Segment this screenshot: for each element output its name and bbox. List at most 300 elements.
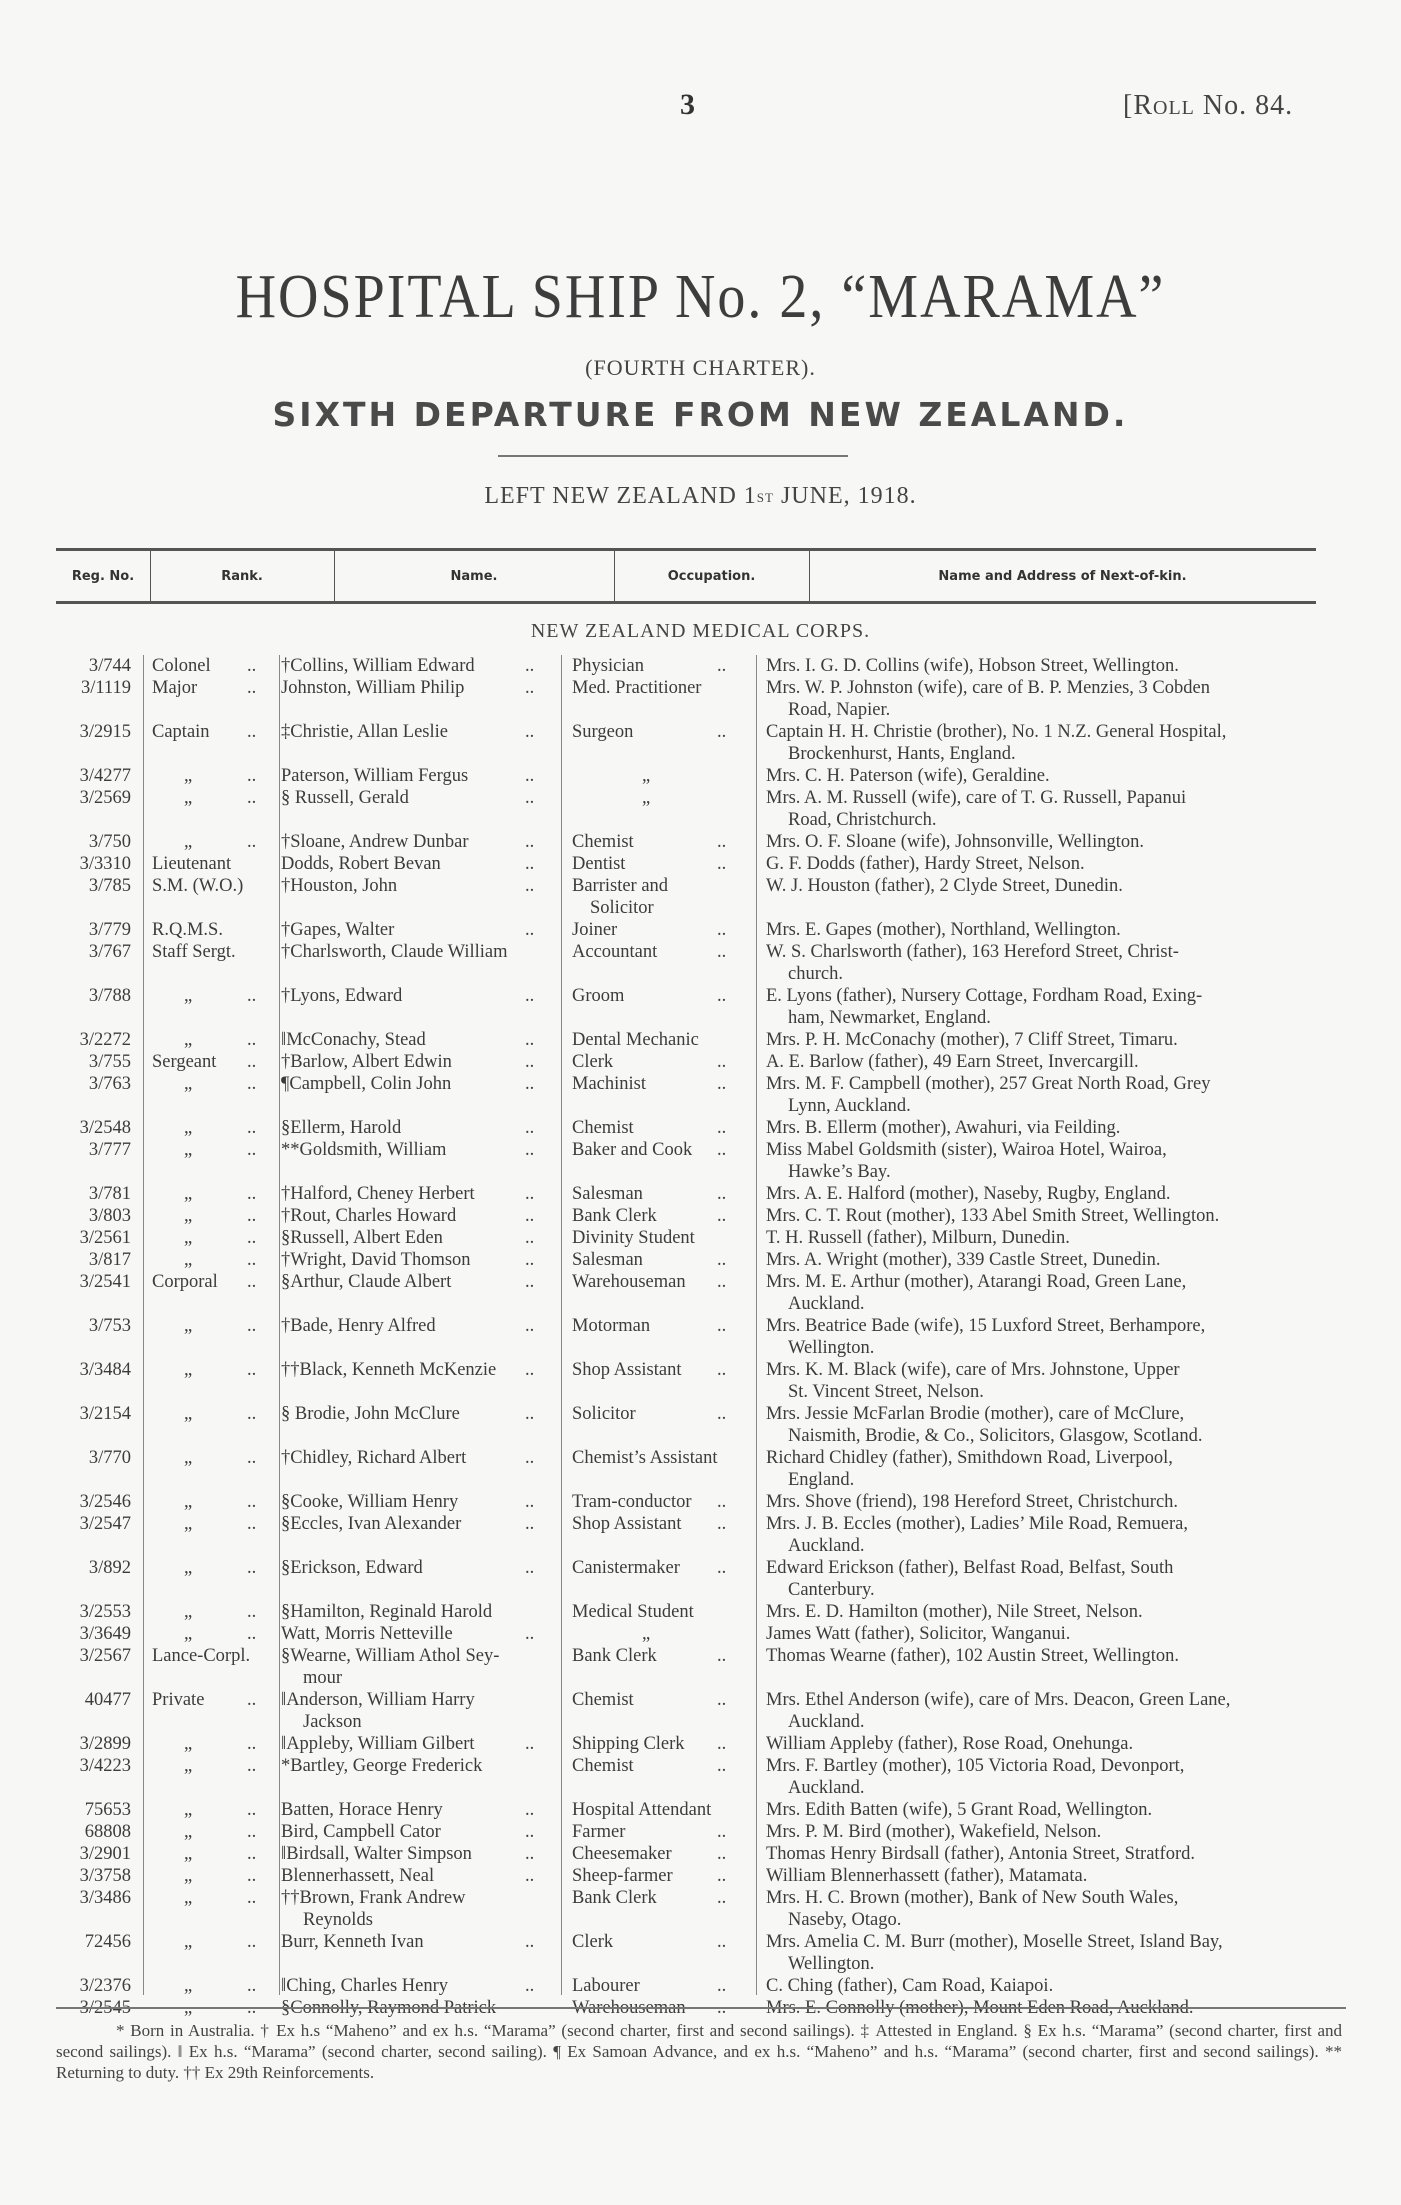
- leader-dots: ..: [525, 920, 535, 940]
- soldier-name-text: §Wearne, William Athol Sey-: [281, 1646, 500, 1666]
- next-of-kin-text: W. S. Charlsworth (father), 163 Hereford Street, Christ-: [766, 942, 1179, 962]
- rank: [152, 942, 262, 964]
- occupation-text: Cheesemaker: [572, 1844, 672, 1864]
- reg-number: [30, 1756, 131, 1778]
- leader-dots: ..: [525, 1624, 535, 1644]
- soldier-name-text: *Bartley, George Frederick: [281, 1756, 483, 1776]
- next-of-kin: [766, 1404, 1346, 1447]
- reg-number: [30, 1448, 131, 1470]
- rank-text: „: [184, 1866, 193, 1886]
- rank-text: „: [184, 1602, 193, 1622]
- leader-dots: ..: [525, 854, 535, 874]
- reg-number-text: 3/2541: [79, 1272, 131, 1292]
- leader-dots: ..: [717, 1074, 727, 1094]
- rank: [152, 1492, 294, 1514]
- rank-text: „: [184, 1888, 193, 1908]
- next-of-kin-text: Mrs. E. Gapes (mother), Northland, Wellington.: [766, 920, 1121, 940]
- occupation-text: Dentist: [572, 854, 626, 874]
- soldier-name: [281, 986, 543, 1008]
- reg-number: [30, 1228, 131, 1250]
- reg-number-text: 3/755: [88, 1052, 131, 1072]
- leader-dots: ..: [525, 832, 535, 852]
- rank: [152, 1360, 294, 1382]
- soldier-name-text: Paterson, William Fergus: [281, 766, 469, 786]
- soldier-name-text: **Goldsmith, William: [281, 1140, 447, 1160]
- reg-number-text: 3/2545: [79, 1998, 131, 2018]
- leader-dots: ..: [247, 1690, 257, 1710]
- leader-dots: ..: [717, 1558, 727, 1578]
- next-of-kin: [766, 1360, 1346, 1403]
- reg-number: [30, 1690, 131, 1712]
- rank-text: „: [184, 1844, 193, 1864]
- soldier-name: [281, 1140, 543, 1162]
- soldier-name: [281, 1734, 543, 1756]
- reg-number-text: 3/788: [88, 986, 131, 1006]
- soldier-name: [281, 1756, 543, 1778]
- soldier-name: [281, 1932, 543, 1954]
- leader-dots: ..: [247, 1316, 257, 1336]
- next-of-kin-cont: St. Vincent Street, Nelson.: [788, 1381, 984, 1402]
- leader-dots: ..: [525, 1844, 535, 1864]
- next-of-kin-cont: Canterbury.: [788, 1579, 875, 1600]
- leader-dots: ..: [247, 1030, 257, 1050]
- occupation-text: Chemist’s Assistant: [572, 1448, 718, 1468]
- reg-number: [30, 1030, 131, 1052]
- occupation-text: Clerk: [572, 1932, 614, 1952]
- leader-dots: ..: [717, 722, 727, 742]
- rank: [152, 854, 262, 876]
- reg-number-text: 40477: [84, 1690, 131, 1710]
- occupation-text: Bank Clerk: [572, 1206, 657, 1226]
- rank: [152, 678, 262, 700]
- reg-number: [30, 832, 131, 854]
- soldier-name-text: ‖McConachy, Stead: [281, 1030, 426, 1050]
- leader-dots: ..: [717, 832, 727, 852]
- soldier-name-cont: mour: [303, 1667, 343, 1688]
- rank: [152, 1052, 262, 1074]
- leader-dots: ..: [247, 1360, 257, 1380]
- occupation-text: Machinist: [572, 1074, 646, 1094]
- reg-number-text: 3/817: [88, 1250, 131, 1270]
- next-of-kin: [766, 1822, 1346, 1844]
- reg-number-text: 3/770: [88, 1448, 131, 1468]
- reg-number: [30, 942, 131, 964]
- leader-dots: ..: [247, 1184, 257, 1204]
- rank-text: „: [184, 986, 193, 1006]
- next-of-kin: [766, 942, 1346, 985]
- leader-dots: ..: [525, 1558, 535, 1578]
- reg-number: [30, 1800, 131, 1822]
- rank-text: Lieutenant: [152, 854, 232, 874]
- soldier-name-text: Watt, Morris Netteville: [281, 1624, 453, 1644]
- rank: [152, 1250, 294, 1272]
- date-rest: JUNE, 1918.: [773, 483, 917, 509]
- leader-dots: ..: [525, 1734, 535, 1754]
- soldier-name-text: §Ellerm, Harold: [281, 1118, 402, 1138]
- leader-dots: ..: [525, 1976, 535, 1996]
- occupation-text: Tram-conductor: [572, 1492, 692, 1512]
- rank: [152, 1316, 294, 1338]
- leader-dots: ..: [717, 1646, 727, 1666]
- rank-text: „: [184, 1492, 193, 1512]
- next-of-kin-text: William Appleby (father), Rose Road, Onehunga.: [766, 1734, 1134, 1754]
- rank: [152, 1140, 294, 1162]
- soldier-name: [281, 854, 543, 876]
- next-of-kin-cont: Wellington.: [788, 1337, 875, 1358]
- soldier-name: [281, 766, 543, 788]
- soldier-name-text: Johnston, William Philip: [281, 678, 465, 698]
- rank: [152, 1800, 294, 1822]
- leader-dots: ..: [247, 678, 257, 698]
- soldier-name: [281, 1118, 543, 1140]
- leader-dots: ..: [247, 722, 257, 742]
- soldier-name-text: †Houston, John: [281, 876, 398, 896]
- reg-number: [30, 1140, 131, 1162]
- leader-dots: ..: [717, 942, 727, 962]
- leader-dots: ..: [247, 1800, 257, 1820]
- next-of-kin: [766, 1866, 1346, 1888]
- reg-number: [30, 1492, 131, 1514]
- reg-number: [30, 986, 131, 1008]
- reg-number-text: 3/2376: [79, 1976, 131, 1996]
- occupation-text: Warehouseman: [572, 1272, 686, 1292]
- soldier-name-text: ‖Birdsall, Walter Simpson: [281, 1844, 472, 1864]
- rank-text: S.M. (W.O.): [152, 876, 244, 896]
- leader-dots: ..: [525, 1228, 535, 1248]
- soldier-name-text: ‖Ching, Charles Henry: [281, 1976, 449, 1996]
- soldier-name: [281, 1602, 543, 1624]
- rank-text: Major: [152, 678, 198, 698]
- next-of-kin: [766, 1734, 1346, 1756]
- next-of-kin: [766, 986, 1346, 1029]
- soldier-name: [281, 788, 543, 810]
- next-of-kin-cont: ham, Newmarket, England.: [788, 1007, 991, 1028]
- soldier-name: [281, 1976, 543, 1998]
- rank: [152, 1866, 294, 1888]
- leader-dots: ..: [247, 1448, 257, 1468]
- leader-dots: ..: [525, 766, 535, 786]
- next-of-kin: [766, 766, 1346, 788]
- reg-number: [30, 1822, 131, 1844]
- rank: [152, 1030, 294, 1052]
- next-of-kin-text: W. J. Houston (father), 2 Clyde Street, Dunedin.: [766, 876, 1123, 896]
- occupation-text: Dental Mechanic: [572, 1030, 699, 1050]
- rank: [152, 986, 294, 1008]
- footnotes: * Born in Australia. † Ex h.s “Maheno” and ex h.s. “Marama” (second charter, first and second sailings). ‡ Attested in England. § Ex h.s. “Marama” (second charter, first and second sailings). ‖ Ex h.s. “Marama” (second charter, second sailing). ¶ Ex Samoan Advance, and ex h.s. “Maheno” and h.s. “Marama” (second charter, first and second sailings). ** Returning to duty. †† Ex 29th Reinforcements.: [56, 2021, 1342, 2082]
- occupation-text: Labourer: [572, 1976, 640, 1996]
- rank: [152, 1888, 294, 1910]
- occupation-text: Physician: [572, 656, 644, 676]
- leader-dots: ..: [717, 1272, 727, 1292]
- rank: [152, 1448, 294, 1470]
- next-of-kin-text: Edward Erickson (father), Belfast Road, Belfast, South: [766, 1558, 1174, 1578]
- column-divider: [561, 655, 562, 1995]
- occupation-text: Surgeon: [572, 722, 634, 742]
- occupation-text: Shipping Clerk: [572, 1734, 685, 1754]
- next-of-kin-cont: Naismith, Brodie, & Co., Solicitors, Glasgow, Scotland.: [788, 1425, 1203, 1446]
- soldier-name-text: Burr, Kenneth Ivan: [281, 1932, 424, 1952]
- leader-dots: ..: [247, 1976, 257, 1996]
- reg-number: [30, 678, 131, 700]
- leader-dots: ..: [247, 1602, 257, 1622]
- soldier-name: [281, 1052, 543, 1074]
- soldier-name: [281, 1360, 543, 1382]
- rank-text: „: [184, 1976, 193, 1996]
- leader-dots: ..: [525, 1118, 535, 1138]
- leader-dots: ..: [247, 1822, 257, 1842]
- soldier-name: [281, 1844, 543, 1866]
- occupation: [572, 876, 742, 919]
- soldier-name: [281, 1272, 543, 1294]
- soldier-name-text: ¶Campbell, Colin John: [281, 1074, 452, 1094]
- column-header-rank: Rank.: [150, 551, 335, 601]
- rank: [152, 1690, 262, 1712]
- next-of-kin: [766, 1118, 1346, 1140]
- next-of-kin: [766, 1228, 1346, 1250]
- leader-dots: ..: [717, 1250, 727, 1270]
- soldier-name-text: §Cooke, William Henry: [281, 1492, 459, 1512]
- next-of-kin: [766, 1888, 1346, 1931]
- leader-dots: ..: [525, 1360, 535, 1380]
- next-of-kin: [766, 832, 1346, 854]
- soldier-name: [281, 920, 543, 942]
- occupation-cont: Solicitor: [590, 897, 654, 918]
- rank-text: „: [184, 1030, 193, 1050]
- soldier-name: [281, 678, 543, 700]
- next-of-kin: [766, 876, 1346, 898]
- rank-text: Sergeant: [152, 1052, 217, 1072]
- leader-dots: ..: [717, 1844, 727, 1864]
- leader-dots: ..: [717, 1404, 727, 1424]
- occupation: [572, 1602, 742, 1624]
- occupation-text: Bank Clerk: [572, 1646, 657, 1666]
- leader-dots: ..: [717, 1118, 727, 1138]
- column-divider: [756, 655, 757, 1995]
- charter-subtitle: (FOURTH CHARTER).: [585, 355, 816, 380]
- next-of-kin: [766, 1690, 1346, 1733]
- rank-text: Staff Sergt.: [152, 942, 236, 962]
- leader-dots: ..: [525, 1492, 535, 1512]
- next-of-kin: [766, 1030, 1346, 1052]
- soldier-name-text: †Rout, Charles Howard: [281, 1206, 457, 1226]
- soldier-name-text: †Collins, William Edward: [281, 656, 475, 676]
- soldier-name: [281, 1492, 543, 1514]
- next-of-kin: [766, 1074, 1346, 1117]
- next-of-kin-text: E. Lyons (father), Nursery Cottage, Fordham Road, Exing-: [766, 986, 1203, 1006]
- leader-dots: ..: [717, 1492, 727, 1512]
- soldier-name-text: †Wright, David Thomson: [281, 1250, 471, 1270]
- soldier-name-text: §Erickson, Edward: [281, 1558, 423, 1578]
- rank-text: „: [184, 1206, 193, 1226]
- rank: [152, 1558, 294, 1580]
- reg-number-text: 3/744: [88, 656, 131, 676]
- reg-number: [30, 1052, 131, 1074]
- next-of-kin-text: G. F. Dodds (father), Hardy Street, Nelson.: [766, 854, 1085, 874]
- table-header: [56, 548, 1316, 604]
- soldier-name: [281, 1316, 543, 1338]
- rank-text: „: [184, 1822, 193, 1842]
- leader-dots: ..: [247, 1404, 257, 1424]
- reg-number: [30, 1316, 131, 1338]
- soldier-name-text: ‡Christie, Allan Leslie: [281, 722, 448, 742]
- soldier-name-text: †Halford, Cheney Herbert: [281, 1184, 475, 1204]
- next-of-kin-cont: Auckland.: [788, 1293, 865, 1314]
- occupation: [572, 1448, 742, 1470]
- reg-number-text: 3/3758: [79, 1866, 131, 1886]
- soldier-name-text: Batten, Horace Henry: [281, 1800, 443, 1820]
- rank-text: „: [184, 1448, 193, 1468]
- next-of-kin-text: Mrs. M. F. Campbell (mother), 257 Great North Road, Grey: [766, 1074, 1211, 1094]
- reg-number-text: 3/750: [88, 832, 131, 852]
- reg-number-text: 3/3649: [79, 1624, 131, 1644]
- soldier-name: [281, 832, 543, 854]
- rank-text: Corporal: [152, 1272, 218, 1292]
- leader-dots: ..: [247, 1272, 257, 1292]
- leader-dots: ..: [717, 656, 727, 676]
- rank-text: „: [184, 1316, 193, 1336]
- reg-number-text: 3/2569: [79, 788, 131, 808]
- rank: [152, 1844, 294, 1866]
- leader-dots: ..: [525, 876, 535, 896]
- soldier-name: [281, 1206, 543, 1228]
- rank-text: „: [184, 766, 193, 786]
- leader-dots: ..: [525, 1800, 535, 1820]
- leader-dots: ..: [717, 1734, 727, 1754]
- reg-number: [30, 1558, 131, 1580]
- reg-number-text: 3/2154: [79, 1404, 131, 1424]
- reg-number: [30, 1360, 131, 1382]
- rank: [152, 1206, 294, 1228]
- soldier-name-text: †Lyons, Edward: [281, 986, 403, 1006]
- rank-text: R.Q.M.S.: [152, 920, 223, 940]
- rank-text: Lance-Corpl.: [152, 1646, 251, 1666]
- rank: [152, 1228, 294, 1250]
- next-of-kin-text: Mrs. C. T. Rout (mother), 133 Abel Smith Street, Wellington.: [766, 1206, 1220, 1226]
- leader-dots: ..: [717, 1866, 727, 1886]
- next-of-kin-text: T. H. Russell (father), Milburn, Dunedin.: [766, 1228, 1070, 1248]
- reg-number: [30, 1074, 131, 1096]
- leader-dots: ..: [525, 678, 535, 698]
- leader-dots: ..: [717, 1360, 727, 1380]
- rank-text: „: [184, 1756, 193, 1776]
- reg-number-text: 3/777: [88, 1140, 131, 1160]
- column-header-reg: Reg. No.: [56, 551, 151, 601]
- rank: [152, 722, 262, 744]
- occupation-text: „: [642, 766, 651, 786]
- occupation-text: Farmer: [572, 1822, 626, 1842]
- next-of-kin: [766, 1316, 1346, 1359]
- next-of-kin-text: Mrs. O. F. Sloane (wife), Johnsonville, Wellington.: [766, 832, 1144, 852]
- next-of-kin-cont: Road, Napier.: [788, 699, 891, 720]
- occupation-text: Chemist: [572, 1756, 634, 1776]
- rank: [152, 1624, 294, 1646]
- soldier-name-text: †Chidley, Richard Albert: [281, 1448, 467, 1468]
- next-of-kin: [766, 1272, 1346, 1315]
- next-of-kin-text: Mrs. P. H. McConachy (mother), 7 Cliff Street, Timaru.: [766, 1030, 1178, 1050]
- leader-dots: ..: [247, 1888, 257, 1908]
- leader-dots: ..: [717, 1822, 727, 1842]
- rank-text: „: [184, 1074, 193, 1094]
- reg-number-text: 3/763: [88, 1074, 131, 1094]
- next-of-kin-text: Mrs. I. G. D. Collins (wife), Hobson Street, Wellington.: [766, 656, 1179, 676]
- soldier-name-cont: Jackson: [303, 1711, 362, 1732]
- soldier-name-text: ‖Appleby, William Gilbert: [281, 1734, 475, 1754]
- next-of-kin: [766, 1602, 1346, 1624]
- column-header-kin: Name and Address of Next-of-kin.: [938, 568, 1187, 584]
- leader-dots: ..: [247, 1140, 257, 1160]
- occupation: [572, 1228, 742, 1250]
- leader-dots: ..: [525, 1822, 535, 1842]
- divider: [498, 455, 848, 457]
- next-of-kin-cont: Brockenhurst, Hants, England.: [788, 743, 1016, 764]
- occupation-text: Baker and Cook: [572, 1140, 693, 1160]
- next-of-kin: [766, 1558, 1346, 1601]
- reg-number: [30, 1404, 131, 1426]
- leader-dots: ..: [247, 656, 257, 676]
- roll-value: No. 84.: [1202, 90, 1294, 121]
- leader-dots: ..: [247, 1206, 257, 1226]
- occupation-text: Divinity Student: [572, 1228, 695, 1248]
- soldier-name: [281, 876, 543, 898]
- leader-dots: ..: [525, 1250, 535, 1270]
- soldier-name-text: §Eccles, Ivan Alexander: [281, 1514, 462, 1534]
- occupation-text: Salesman: [572, 1184, 643, 1204]
- leader-dots: ..: [525, 1052, 535, 1072]
- leader-dots: ..: [717, 854, 727, 874]
- rank-text: „: [184, 1998, 193, 2018]
- soldier-name: [281, 1822, 543, 1844]
- rank: [152, 1976, 294, 1998]
- roll-number: [1123, 90, 1293, 122]
- reg-number: [30, 1888, 131, 1910]
- occupation: [572, 678, 742, 700]
- next-of-kin-text: Thomas Wearne (father), 102 Austin Street, Wellington.: [766, 1646, 1180, 1666]
- reg-number-text: 3/785: [88, 876, 131, 896]
- rank-text: Private: [152, 1690, 205, 1710]
- roll-label: Roll: [1133, 90, 1195, 121]
- next-of-kin: [766, 1800, 1346, 1822]
- soldier-name: [281, 1646, 543, 1689]
- page-number: 3: [680, 88, 695, 121]
- reg-number: [30, 1624, 131, 1646]
- reg-number-text: 3/2915: [79, 722, 131, 742]
- next-of-kin-text: James Watt (father), Solicitor, Wanganui.: [766, 1624, 1071, 1644]
- reg-number: [30, 1206, 131, 1228]
- occupation-text: Medical Student: [572, 1602, 694, 1622]
- occupation-text: „: [642, 1624, 651, 1644]
- reg-number: [30, 1844, 131, 1866]
- leader-dots: ..: [247, 1866, 257, 1886]
- column-header-occupation: Occupation.: [614, 551, 810, 601]
- next-of-kin-text: Mrs. Ethel Anderson (wife), care of Mrs. Deacon, Green Lane,: [766, 1690, 1231, 1710]
- leader-dots: ..: [247, 1998, 257, 2018]
- soldier-name-text: Dodds, Robert Bevan: [281, 854, 441, 874]
- rank: [152, 1602, 294, 1624]
- reg-number-text: 3/2272: [79, 1030, 131, 1050]
- leader-dots: ..: [525, 656, 535, 676]
- reg-number: [30, 1734, 131, 1756]
- reg-number: [30, 656, 131, 678]
- next-of-kin-cont: Auckland.: [788, 1711, 865, 1732]
- rank-text: „: [184, 1800, 193, 1820]
- soldier-name-text: §Arthur, Claude Albert: [281, 1272, 452, 1292]
- rank: [152, 1734, 294, 1756]
- occupation-text: Canistermaker: [572, 1558, 680, 1578]
- soldier-name: [281, 656, 543, 678]
- leader-dots: ..: [717, 920, 727, 940]
- next-of-kin: [766, 722, 1346, 765]
- occupation-text: Shop Assistant: [572, 1360, 682, 1380]
